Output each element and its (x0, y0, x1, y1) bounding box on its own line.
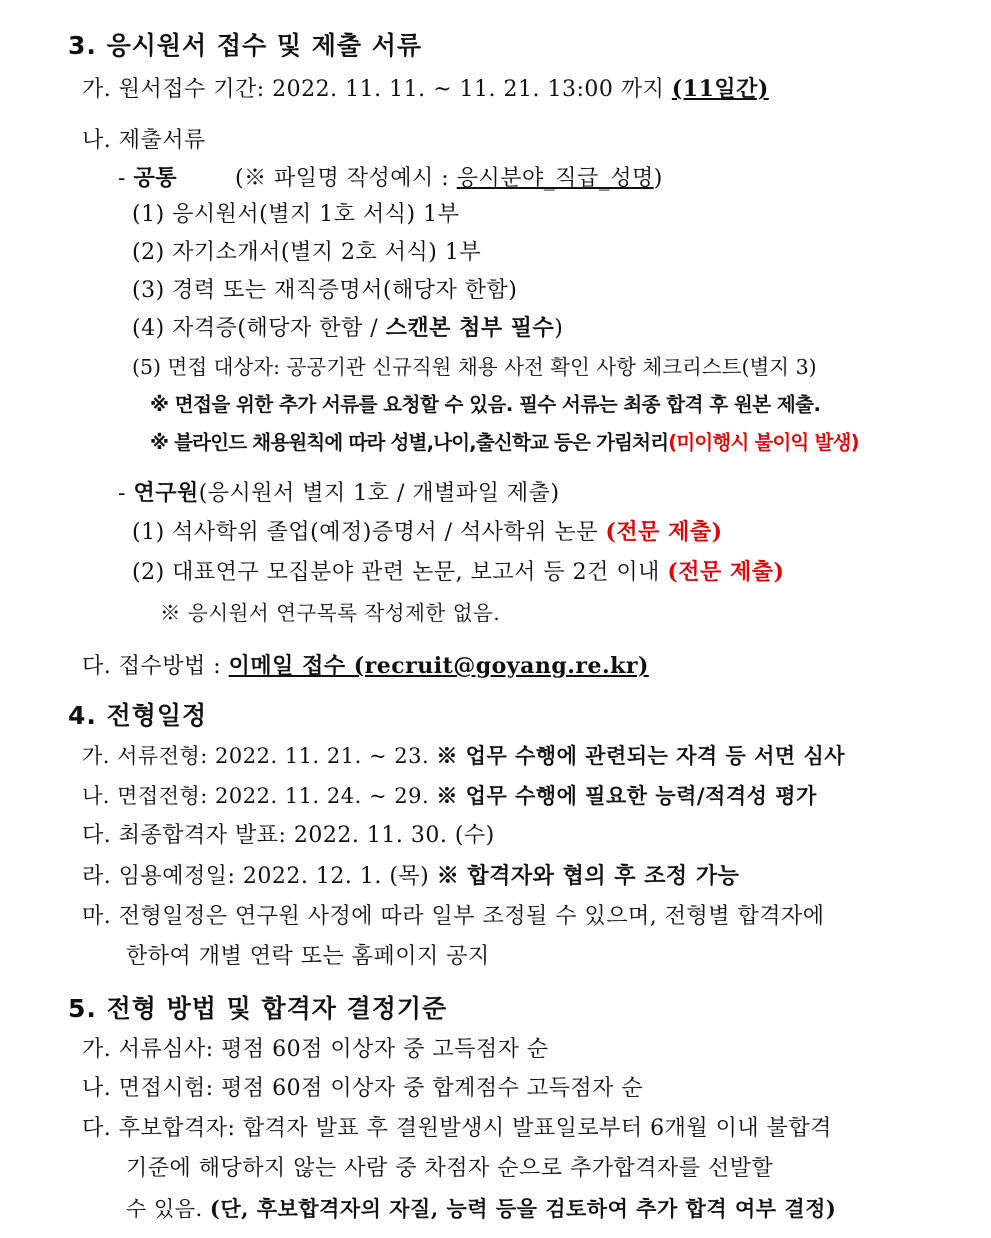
s3-period-days: (11일간) (671, 76, 769, 102)
researcher-title: 연구원 (133, 480, 199, 506)
s5-alternate-line2: 기준에 해당하지 않는 사람 중 차점자 순으로 추가합격자를 선발할 (126, 1156, 774, 1181)
researcher-item-2: (2) 대표연구 모집분야 관련 논문, 보고서 등 2건 이내 (전문 제출) (132, 559, 785, 585)
filename-example: 응시분야_직급_성명 (456, 166, 654, 191)
research-list-note: ※ 응시원서 연구목록 작성제한 없음. (160, 601, 501, 625)
common-item-5: (5) 면접 대상자: 공공기관 신규직원 채용 사전 확인 사항 체크리스트(별지 3) (132, 355, 817, 379)
section-4-heading: 4. 전형일정 (68, 701, 208, 730)
section-3-heading: 3. 응시원서 접수 및 제출 서류 (68, 31, 423, 60)
blind-hiring-note: ※ 블라인드 채용원칙에 따라 성별,나이,출신학교 등은 가림처리(미이행시 불이익 발생) (150, 431, 859, 454)
s4-schedule-note-line2: 한하여 개별 연락 또는 홈페이지 공지 (126, 944, 490, 969)
section-5-heading: 5. 전형 방법 및 합격자 결정기준 (68, 994, 448, 1023)
s3-application-period: 가. 원서접수 기간: 2022. 11. 11. ~ 11. 21. 13:00 까지 (11일간) (82, 76, 769, 102)
s3-submission-method: 다. 접수방법 : 이메일 접수 (recruit@goyang.re.kr) (82, 653, 649, 679)
s5-interview-exam: 나. 면접시험: 평점 60점 이상자 중 합계점수 고득점자 순 (82, 1076, 644, 1101)
interview-docs-note: ※ 면접을 위한 추가 서류를 요청할 수 있음. 필수 서류는 최종 합격 후 원본 제출. (150, 393, 821, 416)
common-title: 공통 (133, 165, 177, 191)
common-item-1: (1) 응시원서(별지 1호 서식) 1부 (132, 202, 460, 227)
penalty-warning: (미이행시 불이익 발생) (668, 431, 859, 454)
common-item-3: (3) 경력 또는 재직증명서(해당자 한함) (132, 278, 518, 303)
s4-appointment-date: 라. 임용예정일: 2022. 12. 1. (목) ※ 합격자와 협의 후 조정 가능 (82, 863, 740, 889)
s4-interview-screening: 나. 면접전형: 2022. 11. 24. ~ 29. ※ 업무 수행에 필요한 능력/적격성 평가 (82, 783, 817, 808)
s4-schedule-note-line1: 마. 전형일정은 연구원 사정에 따라 일부 조정될 수 있으며, 전형별 합격자에 (82, 904, 825, 929)
submission-email: 이메일 접수 (recruit@goyang.re.kr) (228, 653, 649, 679)
researcher-item-1: (1) 석사학위 졸업(예정)증명서 / 석사학위 논문 (전문 제출) (132, 519, 723, 545)
common-item-4: (4) 자격증(해당자 한함 / 스캔본 첨부 필수) (132, 315, 564, 341)
s5-alternate-line1: 다. 후보합격자: 합격자 발표 후 결원발생시 발표일로부터 6개월 이내 불합격 (82, 1116, 832, 1141)
s4-document-screening: 가. 서류전형: 2022. 11. 21. ~ 23. ※ 업무 수행에 관련되는 자격 등 서면 심사 (82, 743, 846, 768)
common-docs-header: - 공통 (※ 파일명 작성예시 : 응시분야_직급_성명) (118, 165, 663, 191)
s3-documents-label: 나. 제출서류 (82, 128, 206, 153)
researcher-docs-header: - 연구원(응시원서 별지 1호 / 개별파일 제출) (118, 480, 560, 506)
s5-alternate-line3: 수 있음. (단, 후보합격자의 자질, 능력 등을 검토하여 추가 합격 여부 결정) (126, 1196, 837, 1221)
s5-document-review: 가. 서류심사: 평점 60점 이상자 중 고득점자 순 (82, 1037, 549, 1062)
s4-final-announcement: 다. 최종합격자 발표: 2022. 11. 30. (수) (82, 823, 495, 848)
common-item-2: (2) 자기소개서(별지 2호 서식) 1부 (132, 240, 482, 265)
